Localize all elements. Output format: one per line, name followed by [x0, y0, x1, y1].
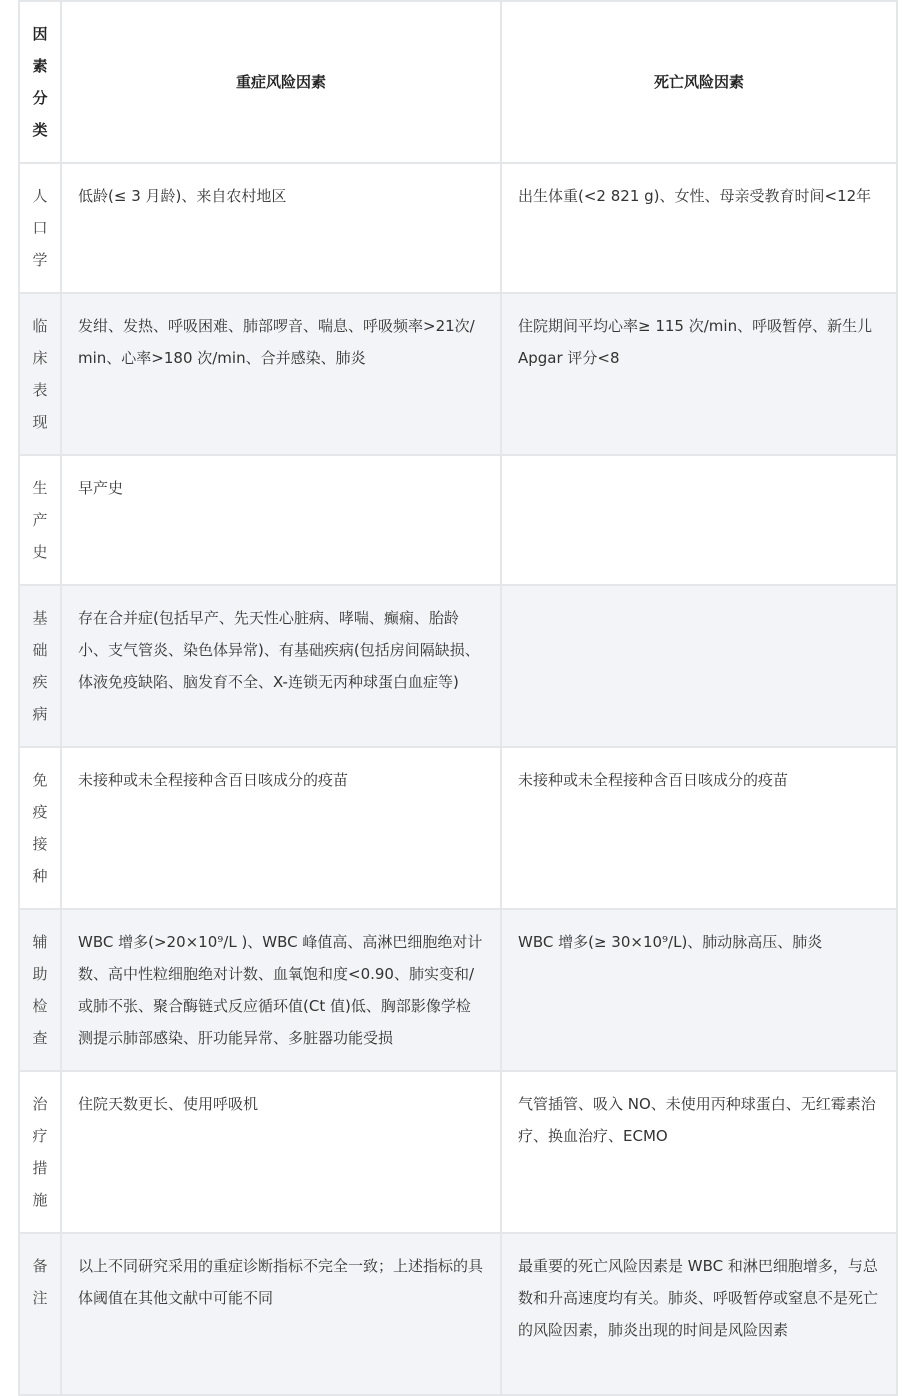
row-category: 辅 助 检 查: [19, 909, 61, 1071]
table-row: [19, 1071, 897, 1233]
table-header-row: [19, 1, 897, 163]
row-death-cell: WBC 增多(≥ 30×10⁹/L)、肺动脉高压、肺炎: [501, 909, 897, 1071]
row-severe-cell: 存在合并症(包括早产、先天性心脏病、哮喘、癫痫、胎龄小、支气管炎、染色体异常)、有基础疾病(包括房间隔缺损、体液免疫缺陷、脑发育不全、X-连锁无丙种球蛋白血症等): [61, 585, 501, 747]
row-death-cell: 住院期间平均心率≥ 115 次/min、呼吸暂停、新生儿 Apgar 评分<8: [501, 293, 897, 455]
row-severe-cell: 未接种或未全程接种含百日咳成分的疫苗: [61, 747, 501, 909]
table-row: [19, 455, 897, 585]
row-severe-cell: 以上不同研究采用的重症诊断指标不完全一致；上述指标的具体阈值在其他文献中可能不同: [61, 1233, 501, 1395]
row-death-cell: 未接种或未全程接种含百日咳成分的疫苗: [501, 747, 897, 909]
row-severe-cell: 早产史: [61, 455, 501, 585]
table-row: [19, 585, 897, 747]
header-death-risk: 死亡风险因素: [501, 1, 897, 163]
row-category: 临 床 表 现: [19, 293, 61, 455]
row-death-cell: 出生体重(<2 821 g)、女性、母亲受教育时间<12年: [501, 163, 897, 293]
risk-factor-table: [18, 0, 898, 1396]
row-category: 备 注: [19, 1233, 61, 1395]
row-severe-cell: 低龄(≤ 3 月龄)、来自农村地区: [61, 163, 501, 293]
row-death-cell: [501, 585, 897, 747]
row-death-cell: [501, 455, 897, 585]
row-severe-cell: WBC 增多(>20×10⁹/L )、WBC 峰值高、高淋巴细胞绝对计数、高中性粒细胞绝对计数、血氧饱和度<0.90、肺实变和/或肺不张、聚合酶链式反应循环值(Ct 值)低、胸部影像学检测提示肺部感染、肝功能异常、多脏器功能受损: [61, 909, 501, 1071]
table-row: [19, 163, 897, 293]
header-severe-risk: 重症风险因素: [61, 1, 501, 163]
row-category: 治 疗 措 施: [19, 1071, 61, 1233]
table-row: [19, 1233, 897, 1395]
row-death-cell: 气管插管、吸入 NO、未使用丙种球蛋白、无红霉素治疗、换血治疗、ECMO: [501, 1071, 897, 1233]
header-factor-category: 因 素 分 类: [19, 1, 61, 163]
row-category: 免 疫 接 种: [19, 747, 61, 909]
row-death-cell: 最重要的死亡风险因素是 WBC 和淋巴细胞增多，与总数和升高速度均有关。肺炎、呼吸暂停或窒息不是死亡的风险因素，肺炎出现的时间是风险因素: [501, 1233, 897, 1395]
table-row: [19, 909, 897, 1071]
risk-factor-table-container: [18, 0, 896, 1396]
row-category: 生 产 史: [19, 455, 61, 585]
table-row: [19, 747, 897, 909]
row-severe-cell: 发绀、发热、呼吸困难、肺部啰音、喘息、呼吸频率>21次/min、心率>180 次/min、合并感染、肺炎: [61, 293, 501, 455]
row-category: 人 口 学: [19, 163, 61, 293]
row-category: 基 础 疾 病: [19, 585, 61, 747]
table-row: [19, 293, 897, 455]
row-severe-cell: 住院天数更长、使用呼吸机: [61, 1071, 501, 1233]
